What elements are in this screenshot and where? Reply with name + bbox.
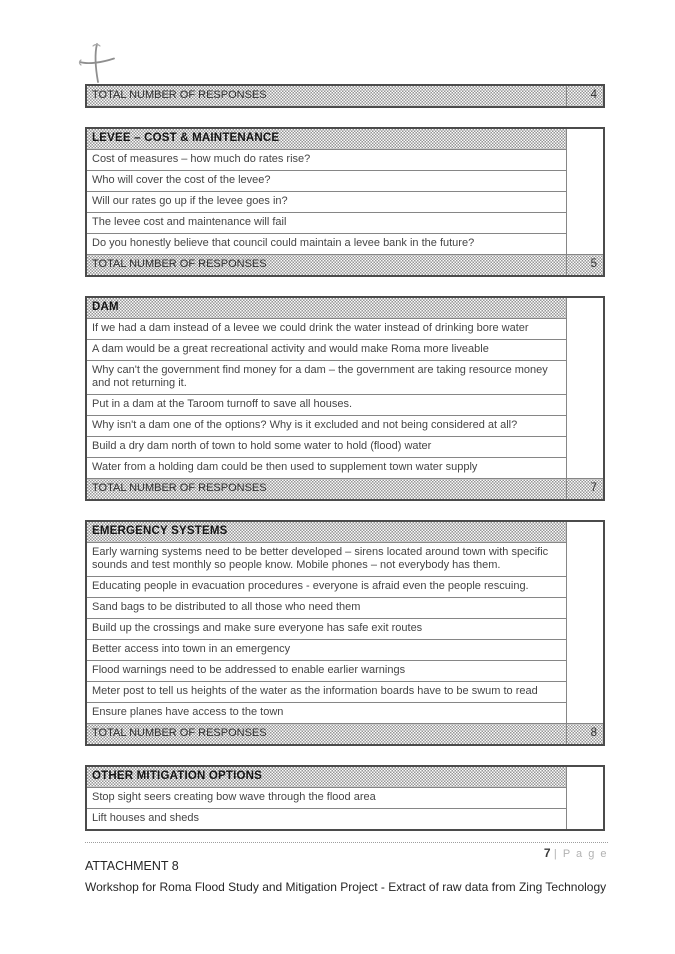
table-total-row xyxy=(86,724,604,746)
table-header-cell: OTHER MITIGATION OPTIONS xyxy=(86,766,566,788)
response-text-cell: Build a dry dam north of town to hold some water to hold (flood) water xyxy=(86,437,566,458)
table-header-row xyxy=(86,766,604,788)
table-row xyxy=(86,577,604,598)
response-text-cell: Better access into town in an emergency xyxy=(86,640,566,661)
crosshair-mark-icon xyxy=(76,41,118,85)
table-row xyxy=(86,640,604,661)
total-label-cell: TOTAL NUMBER OF RESPONSES xyxy=(86,255,566,277)
response-text-cell: If we had a dam instead of a levee we could drink the water instead of drinking bore water xyxy=(86,319,566,340)
table-row xyxy=(86,661,604,682)
page-number: 7 xyxy=(543,846,551,860)
table-row xyxy=(86,809,604,831)
table-row xyxy=(86,213,604,234)
total-label-cell: TOTAL NUMBER OF RESPONSES xyxy=(86,85,566,107)
response-text-cell: Build up the crossings and make sure everyone has safe exit routes xyxy=(86,619,566,640)
attachment-title: ATTACHMENT 8 xyxy=(85,859,179,873)
table-side-cell xyxy=(566,297,604,479)
response-text-cell: A dam would be a great recreational activity and would make Roma more liveable xyxy=(86,340,566,361)
tables-area xyxy=(85,84,605,850)
table-row xyxy=(86,395,604,416)
response-text-cell: Meter post to tell us heights of the water as the information boards have to be swum to read xyxy=(86,682,566,703)
emergency-systems-table xyxy=(85,520,605,746)
table-side-cell xyxy=(566,128,604,255)
response-text-cell: Early warning systems need to be better developed – sirens located around town with specific sounds and test monthly so people know. Mobile phones – not everybody has them. xyxy=(86,543,566,577)
response-text-cell: Do you honestly believe that council could maintain a levee bank in the future? xyxy=(86,234,566,255)
response-text-cell: Stop sight seers creating bow wave through the flood area xyxy=(86,788,566,809)
response-text-cell: Will our rates go up if the levee goes in? xyxy=(86,192,566,213)
response-text-cell: Put in a dam at the Taroom turnoff to save all houses. xyxy=(86,395,566,416)
response-text-cell: Why isn't a dam one of the options? Why is it excluded and not being considered at all? xyxy=(86,416,566,437)
page-label: | P a g e xyxy=(553,848,608,860)
response-text-cell: Sand bags to be distributed to all those who need them xyxy=(86,598,566,619)
total-value-cell: 7 xyxy=(566,479,604,501)
table-header-cell: EMERGENCY SYSTEMS xyxy=(86,521,566,543)
table-header-row xyxy=(86,128,604,150)
response-text-cell: Flood warnings need to be addressed to enable earlier warnings xyxy=(86,661,566,682)
response-text-cell: Educating people in evacuation procedures - everyone is afraid even the people rescuing. xyxy=(86,577,566,598)
response-text-cell: The levee cost and maintenance will fail xyxy=(86,213,566,234)
table-row xyxy=(86,150,604,171)
table-total-row xyxy=(86,255,604,277)
response-text-cell: Water from a holding dam could be then used to supplement town water supply xyxy=(86,458,566,479)
table-row xyxy=(86,458,604,479)
total-value-cell: 5 xyxy=(566,255,604,277)
table-row xyxy=(86,619,604,640)
table-row xyxy=(86,416,604,437)
response-text-cell: Who will cover the cost of the levee? xyxy=(86,171,566,192)
total-value-cell: 4 xyxy=(566,85,604,107)
table-row xyxy=(86,340,604,361)
response-text-cell: Cost of measures – how much do rates rise? xyxy=(86,150,566,171)
table-row xyxy=(86,361,604,395)
total-value-cell: 8 xyxy=(566,724,604,746)
table-row xyxy=(86,543,604,577)
table-row xyxy=(86,171,604,192)
response-text-cell: Why can't the government find money for a dam – the government are taking resource money and not returning it. xyxy=(86,361,566,395)
table-row xyxy=(86,437,604,458)
table-row xyxy=(86,192,604,213)
total-label-cell: TOTAL NUMBER OF RESPONSES xyxy=(86,479,566,501)
table-header-row xyxy=(86,521,604,543)
dam-table xyxy=(85,296,605,501)
document-subtitle: Workshop for Roma Flood Study and Mitigation Project - Extract of raw data from Zing Technology xyxy=(85,880,607,894)
table-total-row xyxy=(86,85,604,107)
table-row xyxy=(86,598,604,619)
levee-cost-maintenance-table xyxy=(85,127,605,277)
table-header-cell: LEVEE – COST & MAINTENANCE xyxy=(86,128,566,150)
table-row xyxy=(86,788,604,809)
responses-total-table-continued xyxy=(85,84,605,108)
response-text-cell: Lift houses and sheds xyxy=(86,809,566,831)
table-total-row xyxy=(86,479,604,501)
table-header-cell: DAM xyxy=(86,297,566,319)
table-row xyxy=(86,682,604,703)
table-row xyxy=(86,234,604,255)
response-text-cell: Ensure planes have access to the town xyxy=(86,703,566,724)
table-side-cell xyxy=(566,521,604,724)
footer-divider xyxy=(85,842,608,843)
total-label-cell: TOTAL NUMBER OF RESPONSES xyxy=(86,724,566,746)
table-side-cell xyxy=(566,766,604,830)
table-row xyxy=(86,319,604,340)
other-mitigation-options-table xyxy=(85,765,605,831)
table-header-row xyxy=(86,297,604,319)
table-row xyxy=(86,703,604,724)
